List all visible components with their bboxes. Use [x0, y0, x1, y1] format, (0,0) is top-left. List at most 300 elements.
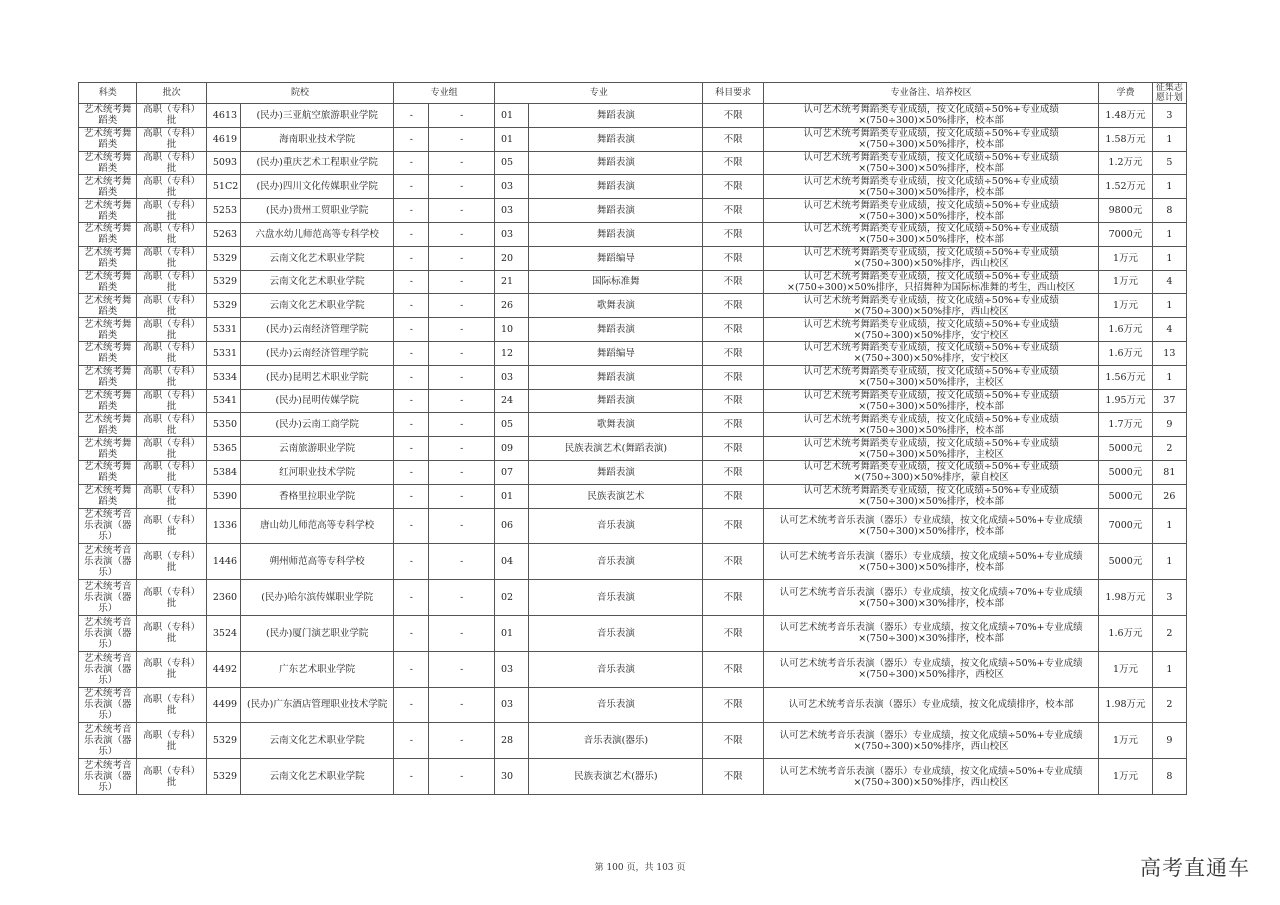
- cell-tuition: 1.56万元: [1099, 365, 1152, 389]
- cell-tuition: 1.98万元: [1099, 580, 1152, 616]
- cell-school-code: 5334: [206, 365, 240, 389]
- cell-batch: 高职（专科）批: [137, 544, 206, 580]
- cell-notes: 认可艺术统考舞蹈类专业成绩，按文化成绩÷50%+专业成绩×(750÷300)×50%排序，校本部: [763, 484, 1098, 508]
- cell-subject-requirement: 不限: [703, 759, 763, 795]
- cell-group-name: -: [429, 318, 494, 342]
- cell-plan: 81: [1152, 460, 1186, 484]
- cell-subject-requirement: 不限: [703, 341, 763, 365]
- cell-school-name: 香格里拉职业学院: [241, 484, 394, 508]
- cell-category: 艺术统考舞蹈类: [79, 318, 137, 342]
- header-row: [79, 83, 1187, 104]
- cell-category: 艺术统考舞蹈类: [79, 222, 137, 246]
- cell-school-name: 云南旅游职业学院: [241, 437, 394, 461]
- cell-major-code: 03: [494, 175, 528, 199]
- cell-batch: 高职（专科）批: [137, 615, 206, 651]
- cell-group-code: -: [394, 460, 429, 484]
- cell-group-name: -: [429, 341, 494, 365]
- cell-group-name: -: [429, 104, 494, 128]
- cell-major-name: 舞蹈表演: [529, 175, 703, 199]
- cell-group-code: -: [394, 389, 429, 413]
- cell-major-code: 05: [494, 151, 528, 175]
- cell-major-name: 民族表演艺术: [529, 484, 703, 508]
- cell-subject-requirement: 不限: [703, 413, 763, 437]
- table-row: [79, 104, 1187, 128]
- cell-tuition: 1.7万元: [1099, 413, 1152, 437]
- cell-major-code: 03: [494, 651, 528, 687]
- cell-batch: 高职（专科）批: [137, 437, 206, 461]
- cell-category: 艺术统考音乐表演（器乐）: [79, 544, 137, 580]
- cell-group-code: -: [394, 151, 429, 175]
- cell-tuition: 1.6万元: [1099, 615, 1152, 651]
- header-major-group: 专业组: [394, 83, 495, 104]
- table-row: [79, 413, 1187, 437]
- cell-school-code: 5350: [206, 413, 240, 437]
- cell-tuition: 1万元: [1099, 651, 1152, 687]
- cell-group-code: -: [394, 294, 429, 318]
- cell-group-name: -: [429, 246, 494, 270]
- cell-plan: 1: [1152, 127, 1186, 151]
- cell-school-code: 4499: [206, 687, 240, 723]
- cell-major-code: 30: [494, 759, 528, 795]
- cell-group-name: -: [429, 294, 494, 318]
- cell-subject-requirement: 不限: [703, 651, 763, 687]
- cell-category: 艺术统考舞蹈类: [79, 104, 137, 128]
- cell-plan: 1: [1152, 294, 1186, 318]
- cell-plan: 2: [1152, 615, 1186, 651]
- table-row: [79, 127, 1187, 151]
- cell-school-name: 海南职业技术学院: [241, 127, 394, 151]
- cell-group-code: -: [394, 341, 429, 365]
- page-footer: 第 100 页，共 103 页: [594, 863, 686, 873]
- cell-plan: 1: [1152, 246, 1186, 270]
- table-row: [79, 759, 1187, 795]
- cell-category: 艺术统考舞蹈类: [79, 389, 137, 413]
- cell-tuition: 9800元: [1099, 199, 1152, 223]
- cell-major-code: 02: [494, 580, 528, 616]
- cell-tuition: 1.6万元: [1099, 318, 1152, 342]
- cell-plan: 1: [1152, 508, 1186, 544]
- cell-major-code: 26: [494, 294, 528, 318]
- cell-batch: 高职（专科）批: [137, 413, 206, 437]
- cell-batch: 高职（专科）批: [137, 318, 206, 342]
- admission-table: [78, 82, 1187, 795]
- header-school: 院校: [206, 83, 393, 104]
- cell-tuition: 1.52万元: [1099, 175, 1152, 199]
- cell-subject-requirement: 不限: [703, 508, 763, 544]
- cell-group-name: -: [429, 508, 494, 544]
- cell-school-code: 5331: [206, 341, 240, 365]
- cell-tuition: 1.6万元: [1099, 341, 1152, 365]
- cell-major-code: 07: [494, 460, 528, 484]
- cell-group-name: -: [429, 484, 494, 508]
- table-row: [79, 246, 1187, 270]
- cell-major-name: 舞蹈表演: [529, 460, 703, 484]
- table-row: [79, 199, 1187, 223]
- cell-batch: 高职（专科）批: [137, 580, 206, 616]
- header-major: 专业: [494, 83, 703, 104]
- cell-plan: 37: [1152, 389, 1186, 413]
- cell-subject-requirement: 不限: [703, 175, 763, 199]
- cell-group-code: -: [394, 199, 429, 223]
- cell-major-code: 03: [494, 687, 528, 723]
- cell-school-name: (民办)重庆艺术工程职业学院: [241, 151, 394, 175]
- cell-group-code: -: [394, 687, 429, 723]
- table-body: [79, 104, 1187, 795]
- table-row: [79, 544, 1187, 580]
- cell-notes: 认可艺术统考舞蹈类专业成绩，按文化成绩÷50%+专业成绩×(750÷300)×50%排序，西山校区: [763, 246, 1098, 270]
- cell-batch: 高职（专科）批: [137, 365, 206, 389]
- cell-batch: 高职（专科）批: [137, 127, 206, 151]
- cell-plan: 1: [1152, 175, 1186, 199]
- cell-category: 艺术统考舞蹈类: [79, 484, 137, 508]
- cell-major-name: 舞蹈表演: [529, 389, 703, 413]
- cell-category: 艺术统考音乐表演（器乐）: [79, 580, 137, 616]
- cell-notes: 认可艺术统考舞蹈类专业成绩，按文化成绩÷50%+专业成绩×(750÷300)×50%排序，西山校区: [763, 294, 1098, 318]
- cell-school-name: 六盘水幼儿师范高等专科学校: [241, 222, 394, 246]
- cell-plan: 3: [1152, 104, 1186, 128]
- cell-school-code: 5329: [206, 270, 240, 294]
- cell-batch: 高职（专科）批: [137, 687, 206, 723]
- cell-tuition: 1.58万元: [1099, 127, 1152, 151]
- cell-batch: 高职（专科）批: [137, 759, 206, 795]
- header-plan: 征集志愿计划: [1152, 83, 1186, 104]
- cell-major-code: 03: [494, 222, 528, 246]
- cell-group-name: -: [429, 270, 494, 294]
- cell-subject-requirement: 不限: [703, 127, 763, 151]
- cell-notes: 认可艺术统考音乐表演（器乐）专业成绩，按文化成绩÷50%+专业成绩×(750÷300)×50%排序，西校区: [763, 651, 1098, 687]
- cell-major-code: 03: [494, 199, 528, 223]
- cell-group-name: -: [429, 175, 494, 199]
- cell-school-code: 5341: [206, 389, 240, 413]
- cell-school-code: 5329: [206, 723, 240, 759]
- table-row: [79, 389, 1187, 413]
- cell-notes: 认可艺术统考音乐表演（器乐）专业成绩，按文化成绩÷50%+专业成绩×(750÷300)×50%排序，校本部: [763, 544, 1098, 580]
- cell-school-code: 5329: [206, 246, 240, 270]
- table-row: [79, 508, 1187, 544]
- header-tuition: 学费: [1099, 83, 1152, 104]
- cell-major-code: 04: [494, 544, 528, 580]
- cell-category: 艺术统考音乐表演（器乐）: [79, 651, 137, 687]
- cell-subject-requirement: 不限: [703, 270, 763, 294]
- cell-major-code: 28: [494, 723, 528, 759]
- cell-major-name: 音乐表演: [529, 687, 703, 723]
- cell-subject-requirement: 不限: [703, 437, 763, 461]
- cell-major-name: 歌舞表演: [529, 294, 703, 318]
- cell-group-name: -: [429, 389, 494, 413]
- cell-group-code: -: [394, 318, 429, 342]
- cell-category: 艺术统考音乐表演（器乐）: [79, 615, 137, 651]
- cell-tuition: 1万元: [1099, 759, 1152, 795]
- cell-group-code: -: [394, 723, 429, 759]
- cell-notes: 认可艺术统考舞蹈类专业成绩，按文化成绩÷50%+专业成绩×(750÷300)×50%排序，校本部: [763, 199, 1098, 223]
- table-row: [79, 484, 1187, 508]
- cell-major-code: 01: [494, 484, 528, 508]
- cell-major-name: 舞蹈表演: [529, 104, 703, 128]
- cell-tuition: 5000元: [1099, 484, 1152, 508]
- cell-plan: 1: [1152, 222, 1186, 246]
- cell-major-code: 12: [494, 341, 528, 365]
- cell-tuition: 1.48万元: [1099, 104, 1152, 128]
- cell-school-code: 51C2: [206, 175, 240, 199]
- cell-batch: 高职（专科）批: [137, 151, 206, 175]
- cell-subject-requirement: 不限: [703, 580, 763, 616]
- cell-school-code: 1336: [206, 508, 240, 544]
- cell-category: 艺术统考舞蹈类: [79, 365, 137, 389]
- cell-tuition: 5000元: [1099, 460, 1152, 484]
- cell-school-code: 5263: [206, 222, 240, 246]
- cell-school-name: (民办)昆明艺术职业学院: [241, 365, 394, 389]
- cell-notes: 认可艺术统考舞蹈类专业成绩，按文化成绩÷50%+专业成绩×(750÷300)×50%排序，只招舞种为国际标准舞的考生，西山校区: [763, 270, 1098, 294]
- cell-group-code: -: [394, 270, 429, 294]
- cell-group-code: -: [394, 437, 429, 461]
- cell-subject-requirement: 不限: [703, 246, 763, 270]
- cell-major-name: 舞蹈表演: [529, 222, 703, 246]
- cell-school-code: 5365: [206, 437, 240, 461]
- watermark-text: 高考直通车: [1140, 856, 1250, 880]
- table-row: [79, 615, 1187, 651]
- cell-notes: 认可艺术统考舞蹈类专业成绩，按文化成绩÷50%+专业成绩×(750÷300)×50%排序，校本部: [763, 389, 1098, 413]
- cell-school-name: (民办)哈尔滨传媒职业学院: [241, 580, 394, 616]
- cell-tuition: 1.2万元: [1099, 151, 1152, 175]
- cell-batch: 高职（专科）批: [137, 222, 206, 246]
- cell-school-name: (民办)云南经济管理学院: [241, 318, 394, 342]
- cell-notes: 认可艺术统考舞蹈类专业成绩，按文化成绩÷50%+专业成绩×(750÷300)×50%排序，蒙自校区: [763, 460, 1098, 484]
- cell-notes: 认可艺术统考音乐表演（器乐）专业成绩，按文化成绩÷50%+专业成绩×(750÷300)×50%排序，校本部: [763, 508, 1098, 544]
- cell-subject-requirement: 不限: [703, 318, 763, 342]
- cell-batch: 高职（专科）批: [137, 341, 206, 365]
- cell-school-name: 朔州师范高等专科学校: [241, 544, 394, 580]
- cell-group-name: -: [429, 127, 494, 151]
- cell-subject-requirement: 不限: [703, 615, 763, 651]
- table-row: [79, 365, 1187, 389]
- cell-batch: 高职（专科）批: [137, 270, 206, 294]
- cell-major-name: 音乐表演: [529, 651, 703, 687]
- cell-plan: 8: [1152, 199, 1186, 223]
- cell-major-code: 09: [494, 437, 528, 461]
- cell-category: 艺术统考舞蹈类: [79, 151, 137, 175]
- cell-school-name: (民办)广东酒店管理职业技术学院: [241, 687, 394, 723]
- cell-school-name: (民办)贵州工贸职业学院: [241, 199, 394, 223]
- header-category: 科类: [79, 83, 137, 104]
- cell-batch: 高职（专科）批: [137, 175, 206, 199]
- table-row: [79, 651, 1187, 687]
- cell-school-name: 云南文化艺术职业学院: [241, 759, 394, 795]
- cell-group-code: -: [394, 508, 429, 544]
- cell-school-code: 5253: [206, 199, 240, 223]
- cell-notes: 认可艺术统考音乐表演（器乐）专业成绩，按文化成绩÷70%+专业成绩×(750÷300)×30%排序，校本部: [763, 615, 1098, 651]
- cell-group-name: -: [429, 651, 494, 687]
- cell-school-name: (民办)四川文化传媒职业学院: [241, 175, 394, 199]
- cell-major-name: 国际标准舞: [529, 270, 703, 294]
- cell-major-name: 舞蹈表演: [529, 318, 703, 342]
- cell-major-code: 24: [494, 389, 528, 413]
- table-row: [79, 437, 1187, 461]
- cell-category: 艺术统考音乐表演（器乐）: [79, 687, 137, 723]
- cell-group-name: -: [429, 222, 494, 246]
- cell-group-code: -: [394, 127, 429, 151]
- cell-notes: 认可艺术统考舞蹈类专业成绩，按文化成绩÷50%+专业成绩×(750÷300)×50%排序，安宁校区: [763, 341, 1098, 365]
- table-row: [79, 294, 1187, 318]
- table-row: [79, 151, 1187, 175]
- cell-notes: 认可艺术统考舞蹈类专业成绩，按文化成绩÷50%+专业成绩×(750÷300)×50%排序，校本部: [763, 104, 1098, 128]
- cell-tuition: 7000元: [1099, 222, 1152, 246]
- cell-subject-requirement: 不限: [703, 294, 763, 318]
- cell-category: 艺术统考舞蹈类: [79, 341, 137, 365]
- cell-major-name: 舞蹈表演: [529, 199, 703, 223]
- cell-plan: 2: [1152, 437, 1186, 461]
- cell-group-name: -: [429, 199, 494, 223]
- cell-group-code: -: [394, 759, 429, 795]
- cell-school-code: 5329: [206, 759, 240, 795]
- cell-group-name: -: [429, 151, 494, 175]
- cell-group-name: -: [429, 580, 494, 616]
- cell-plan: 8: [1152, 759, 1186, 795]
- cell-tuition: 5000元: [1099, 437, 1152, 461]
- header-subject-requirement: 科目要求: [703, 83, 763, 104]
- cell-batch: 高职（专科）批: [137, 389, 206, 413]
- cell-category: 艺术统考舞蹈类: [79, 294, 137, 318]
- cell-notes: 认可艺术统考舞蹈类专业成绩，按文化成绩÷50%+专业成绩×(750÷300)×50%排序，主校区: [763, 437, 1098, 461]
- cell-plan: 4: [1152, 318, 1186, 342]
- cell-school-code: 5384: [206, 460, 240, 484]
- cell-notes: 认可艺术统考音乐表演（器乐）专业成绩，按文化成绩÷70%+专业成绩×(750÷300)×30%排序，校本部: [763, 580, 1098, 616]
- cell-batch: 高职（专科）批: [137, 651, 206, 687]
- cell-major-name: 音乐表演: [529, 508, 703, 544]
- cell-tuition: 1万元: [1099, 294, 1152, 318]
- cell-batch: 高职（专科）批: [137, 199, 206, 223]
- cell-major-name: 音乐表演: [529, 544, 703, 580]
- cell-plan: 5: [1152, 151, 1186, 175]
- cell-group-name: -: [429, 615, 494, 651]
- cell-notes: 认可艺术统考舞蹈类专业成绩，按文化成绩÷50%+专业成绩×(750÷300)×50%排序，校本部: [763, 222, 1098, 246]
- cell-group-name: -: [429, 544, 494, 580]
- cell-batch: 高职（专科）批: [137, 294, 206, 318]
- cell-school-code: 5390: [206, 484, 240, 508]
- cell-group-code: -: [394, 222, 429, 246]
- cell-subject-requirement: 不限: [703, 151, 763, 175]
- cell-major-code: 20: [494, 246, 528, 270]
- cell-tuition: 1万元: [1099, 246, 1152, 270]
- cell-group-code: -: [394, 175, 429, 199]
- cell-notes: 认可艺术统考音乐表演（器乐）专业成绩，按文化成绩÷50%+专业成绩×(750÷300)×50%排序，西山校区: [763, 759, 1098, 795]
- cell-school-name: (民办)三亚航空旅游职业学院: [241, 104, 394, 128]
- cell-group-code: -: [394, 365, 429, 389]
- cell-school-code: 4619: [206, 127, 240, 151]
- cell-major-code: 01: [494, 104, 528, 128]
- cell-major-code: 21: [494, 270, 528, 294]
- cell-plan: 9: [1152, 723, 1186, 759]
- cell-notes: 认可艺术统考音乐表演（器乐）专业成绩，按文化成绩÷50%+专业成绩×(750÷300)×50%排序，西山校区: [763, 723, 1098, 759]
- cell-school-code: 5331: [206, 318, 240, 342]
- cell-major-name: 舞蹈编导: [529, 246, 703, 270]
- cell-batch: 高职（专科）批: [137, 508, 206, 544]
- cell-major-name: 音乐表演: [529, 580, 703, 616]
- cell-group-code: -: [394, 615, 429, 651]
- cell-group-name: -: [429, 413, 494, 437]
- cell-major-name: 舞蹈表演: [529, 127, 703, 151]
- cell-school-name: (民办)云南工商学院: [241, 413, 394, 437]
- cell-notes: 认可艺术统考舞蹈类专业成绩，按文化成绩÷50%+专业成绩×(750÷300)×50%排序，校本部: [763, 127, 1098, 151]
- cell-subject-requirement: 不限: [703, 687, 763, 723]
- cell-plan: 4: [1152, 270, 1186, 294]
- cell-subject-requirement: 不限: [703, 199, 763, 223]
- cell-major-code: 05: [494, 413, 528, 437]
- header-notes: 专业备注、培养校区: [763, 83, 1098, 104]
- cell-school-name: (民办)厦门演艺职业学院: [241, 615, 394, 651]
- cell-category: 艺术统考音乐表演（器乐）: [79, 759, 137, 795]
- cell-major-code: 03: [494, 365, 528, 389]
- cell-school-name: 唐山幼儿师范高等专科学校: [241, 508, 394, 544]
- cell-plan: 1: [1152, 651, 1186, 687]
- cell-school-name: 云南文化艺术职业学院: [241, 246, 394, 270]
- cell-school-code: 4492: [206, 651, 240, 687]
- cell-school-name: 云南文化艺术职业学院: [241, 270, 394, 294]
- cell-category: 艺术统考舞蹈类: [79, 246, 137, 270]
- table-row: [79, 270, 1187, 294]
- cell-subject-requirement: 不限: [703, 460, 763, 484]
- cell-school-code: 5329: [206, 294, 240, 318]
- cell-notes: 认可艺术统考舞蹈类专业成绩，按文化成绩÷50%+专业成绩×(750÷300)×50%排序，主校区: [763, 365, 1098, 389]
- cell-notes: 认可艺术统考舞蹈类专业成绩，按文化成绩÷50%+专业成绩×(750÷300)×50%排序，校本部: [763, 413, 1098, 437]
- cell-group-code: -: [394, 544, 429, 580]
- cell-group-code: -: [394, 580, 429, 616]
- table-row: [79, 580, 1187, 616]
- table-row: [79, 687, 1187, 723]
- cell-tuition: 1万元: [1099, 723, 1152, 759]
- cell-category: 艺术统考舞蹈类: [79, 460, 137, 484]
- cell-school-name: 广东艺术职业学院: [241, 651, 394, 687]
- cell-school-code: 1446: [206, 544, 240, 580]
- cell-subject-requirement: 不限: [703, 389, 763, 413]
- cell-category: 艺术统考音乐表演（器乐）: [79, 508, 137, 544]
- cell-school-code: 5093: [206, 151, 240, 175]
- cell-group-code: -: [394, 651, 429, 687]
- cell-major-name: 舞蹈编导: [529, 341, 703, 365]
- cell-school-code: 2360: [206, 580, 240, 616]
- cell-school-name: 红河职业技术学院: [241, 460, 394, 484]
- cell-notes: 认可艺术统考舞蹈类专业成绩，按文化成绩÷50%+专业成绩×(750÷300)×50%排序，校本部: [763, 151, 1098, 175]
- cell-plan: 1: [1152, 365, 1186, 389]
- cell-subject-requirement: 不限: [703, 544, 763, 580]
- cell-batch: 高职（专科）批: [137, 723, 206, 759]
- cell-school-code: 4613: [206, 104, 240, 128]
- cell-plan: 2: [1152, 687, 1186, 723]
- cell-category: 艺术统考舞蹈类: [79, 199, 137, 223]
- cell-plan: 9: [1152, 413, 1186, 437]
- cell-notes: 认可艺术统考音乐表演（器乐）专业成绩，按文化成绩排序，校本部: [763, 687, 1098, 723]
- cell-category: 艺术统考舞蹈类: [79, 413, 137, 437]
- cell-group-code: -: [394, 484, 429, 508]
- cell-notes: 认可艺术统考舞蹈类专业成绩，按文化成绩÷50%+专业成绩×(750÷300)×50%排序，校本部: [763, 175, 1098, 199]
- cell-group-name: -: [429, 759, 494, 795]
- cell-group-code: -: [394, 413, 429, 437]
- cell-major-name: 舞蹈表演: [529, 365, 703, 389]
- cell-category: 艺术统考舞蹈类: [79, 270, 137, 294]
- table-row: [79, 723, 1187, 759]
- cell-group-name: -: [429, 365, 494, 389]
- cell-subject-requirement: 不限: [703, 104, 763, 128]
- table-row: [79, 318, 1187, 342]
- cell-plan: 1: [1152, 544, 1186, 580]
- cell-category: 艺术统考音乐表演（器乐）: [79, 723, 137, 759]
- cell-category: 艺术统考舞蹈类: [79, 127, 137, 151]
- cell-subject-requirement: 不限: [703, 723, 763, 759]
- cell-group-name: -: [429, 437, 494, 461]
- cell-batch: 高职（专科）批: [137, 246, 206, 270]
- cell-tuition: 1.95万元: [1099, 389, 1152, 413]
- cell-subject-requirement: 不限: [703, 484, 763, 508]
- cell-major-name: 音乐表演(器乐): [529, 723, 703, 759]
